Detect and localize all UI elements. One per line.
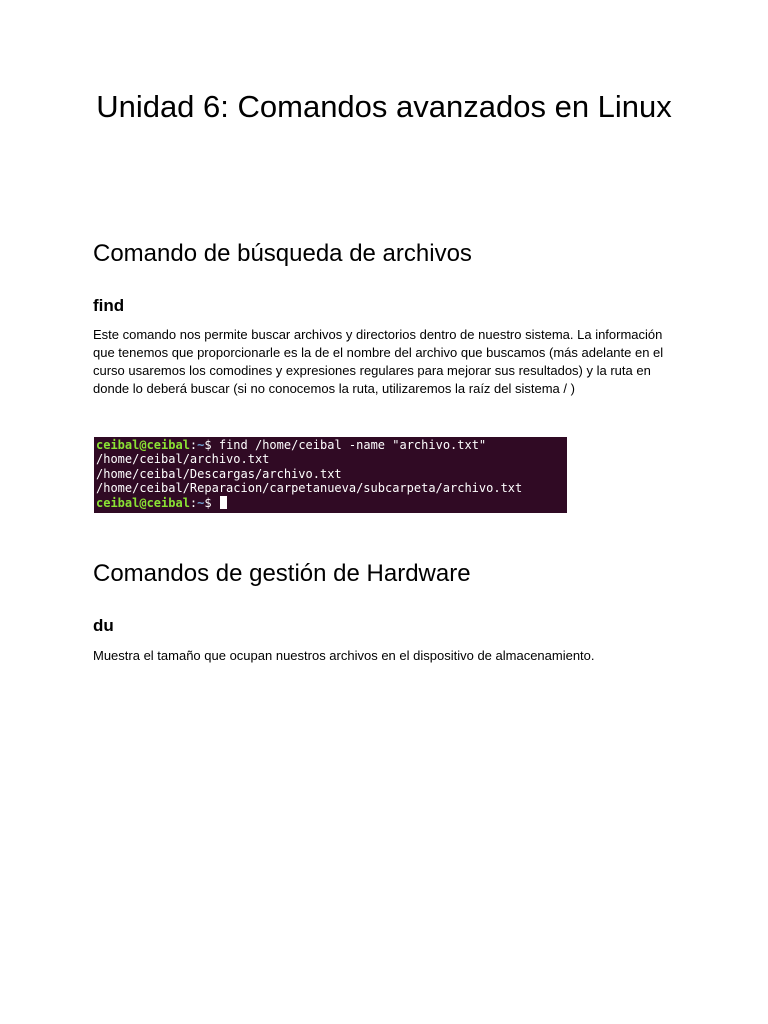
terminal-output-line: /home/ceibal/archivo.txt — [96, 452, 270, 467]
section-heading-hardware: Comandos de gestión de Hardware — [93, 560, 471, 587]
terminal-output-line: /home/ceibal/Reparacion/carpetanueva/subcarpeta/archivo.txt — [96, 481, 523, 496]
terminal-command: find /home/ceibal -name "archivo.txt" — [211, 438, 487, 452]
du-description: Muestra el tamaño que ocupan nuestros archivos en el dispositivo de almacenamiento. — [93, 648, 595, 663]
terminal-prompt-separator: : — [189, 438, 198, 452]
terminal-output-line: /home/ceibal/Descargas/archivo.txt — [96, 466, 342, 481]
find-description: Este comando nos permite buscar archivos y directorios dentro de nuestro sistema. La información que tenemos que proporcionarle es la de el nombre del archivo que buscamos (más adelante en el curso usaremos los comodines y expresiones regulares para mejorar sus resultados) y la ruta en donde lo deberá buscar (si no conocemos la ruta, utilizaremos la raíz del sistema / ) — [93, 327, 664, 396]
terminal-cursor — [220, 496, 227, 509]
section-heading-file-search: Comando de búsqueda de archivos — [93, 240, 472, 267]
terminal-prompt-symbol: $ — [204, 495, 212, 510]
terminal-prompt-path: ~ — [197, 495, 205, 510]
terminal-command-line — [96, 438, 565, 452]
terminal-prompt-line — [96, 496, 565, 510]
command-name-find: find — [93, 296, 125, 315]
terminal-prompt-user: ceibal@ceibal — [96, 438, 190, 452]
terminal-prompt-user: ceibal@ceibal — [96, 495, 190, 510]
command-name-du: du — [93, 616, 114, 635]
document-title: Unidad 6: Comandos avanzados en Linux — [96, 89, 672, 124]
terminal-screenshot — [94, 437, 567, 513]
terminal-prompt-separator: : — [189, 495, 198, 510]
terminal-prompt-symbol: $ — [204, 438, 212, 452]
terminal-prompt-path: ~ — [197, 438, 205, 452]
